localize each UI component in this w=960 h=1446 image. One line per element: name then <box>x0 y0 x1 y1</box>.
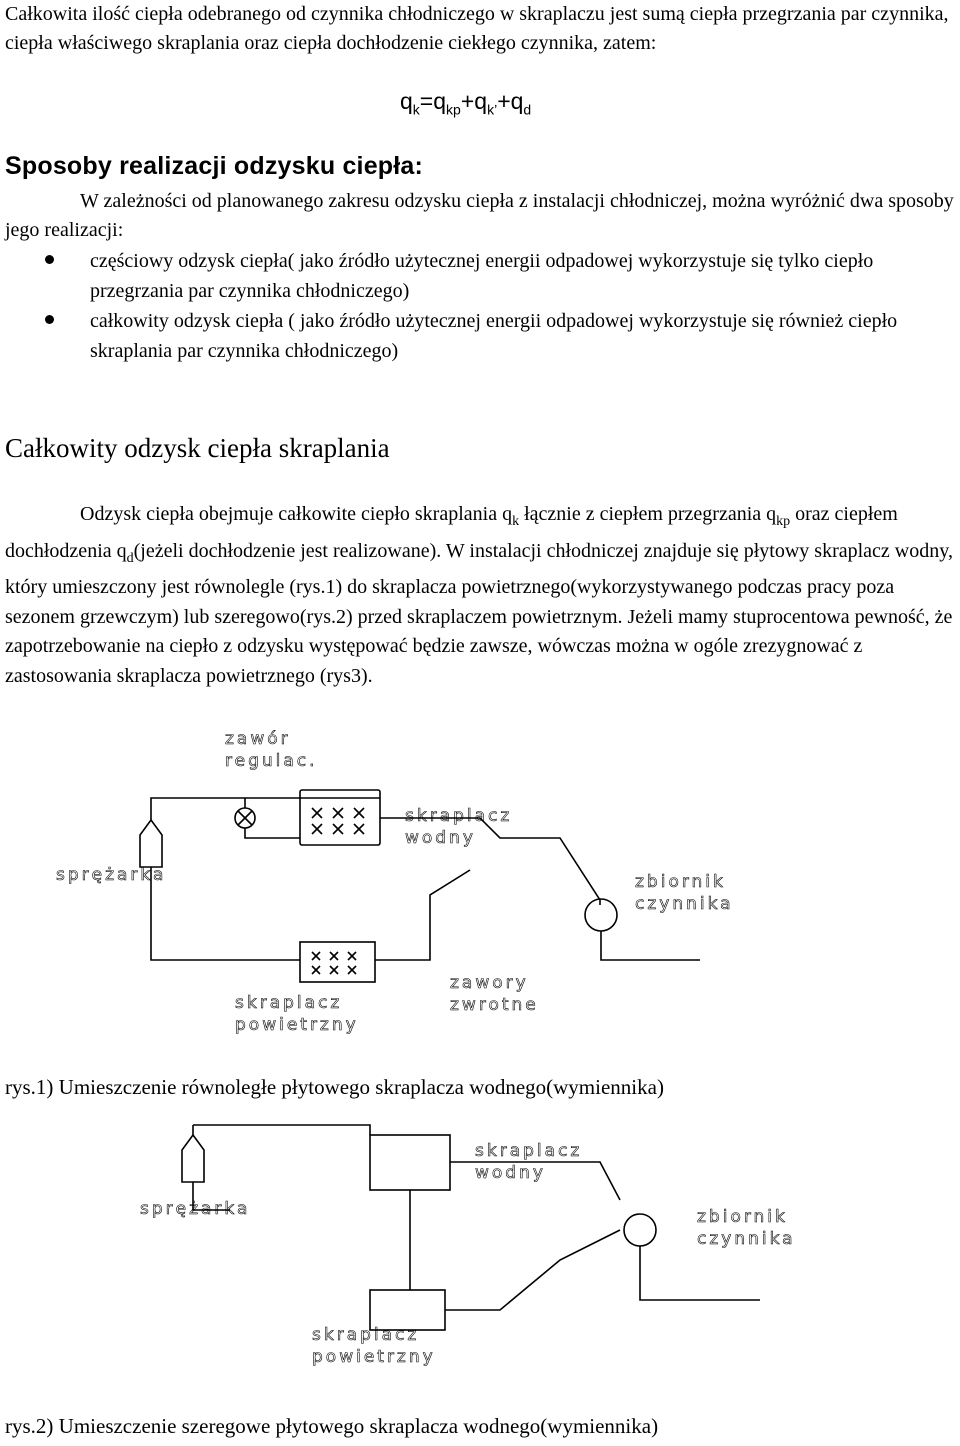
figure-1-diagram <box>0 720 960 1060</box>
check-valve-label-1: zawory <box>450 973 529 993</box>
air-condenser-label-1: skraplacz <box>235 993 343 1013</box>
air-condenser-symbol <box>300 942 375 982</box>
figure-2-diagram <box>0 1120 960 1400</box>
section-lead: W zależności od planowanego zakresu odzysku ciepła z instalacji chłodniczej, można wyróżnić dwa sposoby jego realizacji: <box>5 190 954 241</box>
figure-2-caption: rys.2) Umieszczenie szeregowe płytowego skraplacza wodnego(wymiennika) <box>5 1414 659 1438</box>
bullet-icon <box>45 315 54 324</box>
check-valve-label-2: zwrotne <box>450 995 539 1015</box>
air-condenser-symbol <box>370 1290 445 1330</box>
valve-label-1: zawór <box>225 729 291 749</box>
air-condenser-label-2: powietrzny <box>235 1015 359 1035</box>
air-condenser-label-2: powietrzny <box>312 1347 436 1367</box>
tank-label-2: czynnika <box>697 1229 796 1249</box>
receiver-tank-symbol <box>624 1214 656 1246</box>
water-condenser-label-2: wodny <box>405 828 476 848</box>
compressor-symbol <box>182 1135 204 1182</box>
air-condenser-label-1: skraplacz <box>312 1325 420 1345</box>
water-condenser-symbol <box>370 1135 450 1190</box>
body-paragraph: Odzysk ciepła obejmuje całkowite ciepło skraplania $q_k$ łącznie z ciepłem przegrzania $q_{kp}$ oraz ciepłem dochłodzenia $q_d(jeżeli$ dochłodzenie jest realizowane). W instalacji chłodniczej znajduje się płytowy skraplacz wodny, który umieszczony jest równolegle (rys.1) do skraplacza powietrznego(wykorzystywanego podczas pracy poza sezonem grzewczym) lub szeregowo(rys.2) przed skraplaczem powietrznym. Jeżeli mamy stuprocentowa pewność, że zapotrzebowanie na ciepło z odzysku występować będzie zawsze, wówczas można w ogóle zrezygnować z zastosowania skraplacza powietrznego (rys3). <box>5 503 953 687</box>
intro-paragraph: Całkowita ilość ciepła odebranego od czynnika chłodniczego w skraplaczu jest sumą ciepła przegrzania par czynnika, ciepła właściwego skraplania oraz ciepła dochłodzenie ciekłego czynnika, zatem: <box>5 3 949 54</box>
list-item: częściowy odzysk ciepła( jako źródło użytecznej energii odpadowej wykorzystuje się tylko ciepło przegrzania par czynnika chłodniczego) <box>90 250 874 302</box>
section-heading: Sposoby realizacji odzysku ciepła: <box>5 152 424 180</box>
water-condenser-label-2: wodny <box>475 1163 546 1183</box>
tank-label-1: zbiornik <box>697 1207 788 1227</box>
water-condenser-label-1: skraplacz <box>475 1141 583 1161</box>
compressor-symbol <box>140 820 162 867</box>
receiver-tank-symbol <box>585 899 617 931</box>
compressor-label: sprężarka <box>140 1199 251 1219</box>
valve-label-2: regulac. <box>225 751 318 771</box>
bullet-icon <box>45 255 54 264</box>
list-item: całkowity odzysk ciepła ( jako źródło użytecznej energii odpadowej wykorzystuje się również ciepło skraplania par czynnika chłodniczego) <box>90 310 898 362</box>
tank-label-2: czynnika <box>635 894 734 914</box>
compressor-label: sprężarka <box>56 865 167 885</box>
heat-formula: $q_k=q_{kp}+q_{k’}+q_d$ <box>400 88 532 118</box>
section-heading: Całkowity odzysk ciepła skraplania <box>5 433 390 463</box>
figure-1-caption: rys.1) Umieszczenie równoległe płytowego skraplacza wodnego(wymiennika) <box>5 1075 664 1099</box>
water-condenser-label-1: skraplacz <box>405 806 513 826</box>
tank-label-1: zbiornik <box>635 872 726 892</box>
